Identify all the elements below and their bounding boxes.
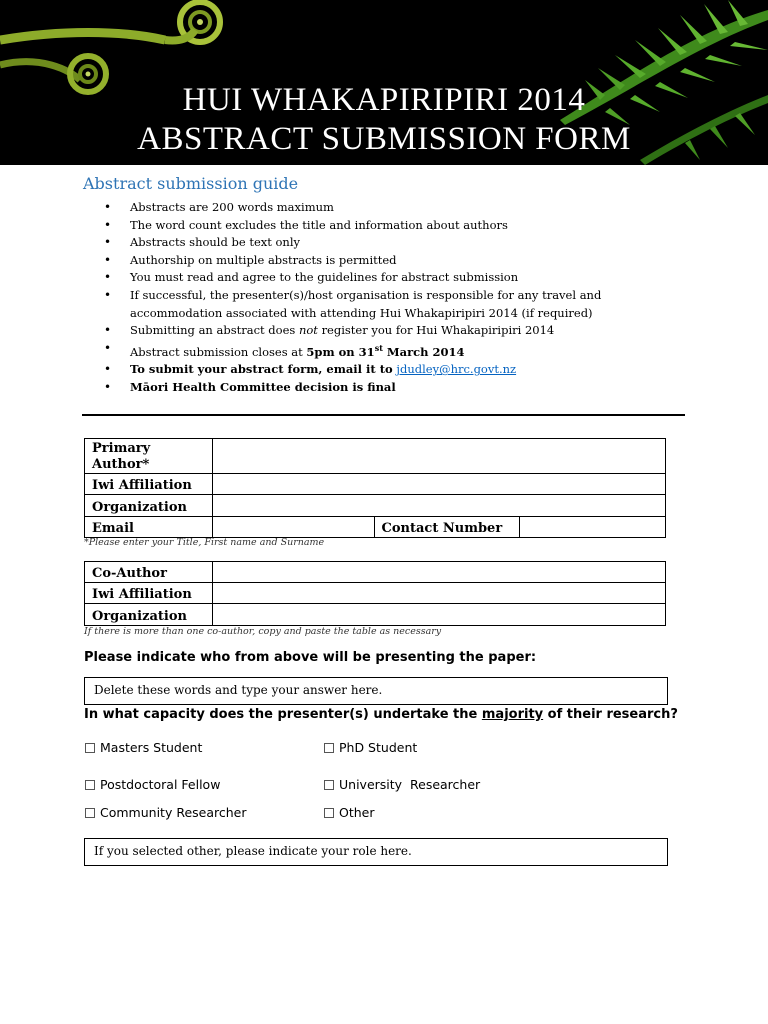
list-item bbox=[104, 361, 664, 379]
checkbox-icon[interactable] bbox=[324, 743, 334, 753]
deadline-date: 5pm on 31 bbox=[306, 344, 375, 359]
list-item bbox=[104, 217, 664, 235]
coauthor-iwi-field[interactable] bbox=[212, 583, 665, 604]
checkbox-icon[interactable] bbox=[85, 780, 95, 790]
list-item-text: Abstract submission closes at bbox=[130, 344, 303, 359]
deadline-month: March 2014 bbox=[382, 344, 465, 359]
option-label: Other bbox=[339, 805, 375, 820]
coauthor-organization-label: Organization bbox=[85, 604, 213, 626]
list-item bbox=[104, 199, 664, 217]
list-item bbox=[104, 340, 664, 361]
list-item bbox=[104, 379, 664, 397]
option-community-researcher[interactable] bbox=[85, 805, 246, 820]
coauthor-field[interactable] bbox=[212, 562, 665, 583]
option-label: University Researcher bbox=[339, 777, 481, 792]
checkbox-icon[interactable] bbox=[324, 780, 334, 790]
banner-title-line1: HUI WHAKAPIRIPIRI 2014 bbox=[182, 82, 586, 118]
email-link[interactable]: jdudley@hrc.govt.nz bbox=[396, 362, 517, 377]
option-postdoctoral-fellow[interactable] bbox=[85, 777, 220, 792]
list-item bbox=[104, 234, 664, 252]
section-divider bbox=[82, 414, 685, 416]
guide-list bbox=[104, 199, 664, 396]
option-label: Postdoctoral Fellow bbox=[100, 777, 221, 792]
option-phd-student[interactable] bbox=[324, 740, 417, 755]
checkbox-icon[interactable] bbox=[85, 743, 95, 753]
organization-field[interactable] bbox=[212, 495, 665, 517]
email-label: Email bbox=[85, 517, 213, 538]
capacity-question-text: In what capacity does the presenter(s) undertake the bbox=[84, 707, 482, 722]
primary-author-table bbox=[84, 438, 666, 538]
primary-author-note: *Please enter your Title, First name and Surname bbox=[84, 537, 325, 548]
list-item-text: Authorship on multiple abstracts is permitted bbox=[130, 252, 397, 267]
list-item-text: Submitting an abstract does bbox=[130, 323, 296, 338]
banner-title-line2: ABSTRACT SUBMISSION FORM bbox=[137, 121, 631, 157]
email-field[interactable] bbox=[212, 517, 374, 538]
guide-heading: Abstract submission guide bbox=[83, 174, 299, 193]
contact-number-field[interactable] bbox=[520, 517, 666, 538]
header-banner bbox=[0, 0, 768, 165]
list-item-text: Abstracts are 200 words maximum bbox=[130, 200, 334, 214]
primary-author-label: Primary Author* bbox=[85, 439, 213, 474]
option-university-researcher[interactable] bbox=[324, 777, 480, 792]
coauthor-table bbox=[84, 561, 666, 626]
option-label: Community Researcher bbox=[100, 805, 247, 820]
primary-author-field[interactable] bbox=[212, 439, 665, 474]
list-item-text: The word count excludes the title and information about authors bbox=[130, 217, 508, 232]
list-item-text: You must read and agree to the guidelines for abstract submission bbox=[130, 270, 519, 285]
list-item-text: If successful, the presenter(s)/host organisation is responsible for any travel and bbox=[130, 287, 602, 302]
option-masters-student[interactable] bbox=[85, 740, 202, 755]
capacity-question-text-end: of their research? bbox=[543, 707, 678, 722]
iwi-affiliation-field[interactable] bbox=[212, 474, 665, 495]
coauthor-label: Co-Author bbox=[85, 562, 213, 583]
option-label: PhD Student bbox=[339, 740, 418, 755]
option-label: Masters Student bbox=[100, 740, 203, 755]
checkbox-icon[interactable] bbox=[85, 808, 95, 818]
presenter-answer-field[interactable]: Delete these words and type your answer here. bbox=[84, 677, 668, 705]
coauthor-organization-field[interactable] bbox=[212, 604, 665, 626]
list-item-text-continued: accommodation associated with attending Hui Whakapiripiri 2014 (if required) bbox=[130, 305, 593, 320]
option-other[interactable] bbox=[324, 805, 375, 820]
deadline bbox=[306, 342, 465, 359]
contact-number-label: Contact Number bbox=[374, 517, 520, 538]
emphasis-not: not bbox=[298, 323, 318, 338]
list-item-text: Māori Health Committee decision is final bbox=[130, 379, 396, 394]
list-item-text: Abstracts should be text only bbox=[130, 235, 301, 250]
coauthor-iwi-label: Iwi Affiliation bbox=[85, 583, 213, 604]
list-item bbox=[104, 287, 664, 322]
list-item bbox=[104, 252, 664, 270]
iwi-affiliation-label: Iwi Affiliation bbox=[85, 474, 213, 495]
list-item bbox=[104, 269, 664, 287]
capacity-question bbox=[84, 707, 678, 722]
checkbox-icon[interactable] bbox=[324, 808, 334, 818]
other-role-field[interactable]: If you selected other, please indicate your role here. bbox=[84, 838, 668, 866]
capacity-question-emphasis: majority bbox=[481, 707, 544, 722]
organization-label: Organization bbox=[85, 495, 213, 517]
list-item bbox=[104, 322, 664, 340]
ordinal-suffix: st bbox=[374, 342, 383, 353]
coauthor-note: If there is more than one co-author, copy and paste the table as necessary bbox=[84, 626, 442, 637]
list-item-text: register you for Hui Whakapiripiri 2014 bbox=[321, 323, 555, 338]
list-item-text: To submit your abstract form, email it to bbox=[130, 362, 393, 377]
presenter-question: Please indicate who from above will be presenting the paper: bbox=[84, 650, 537, 665]
